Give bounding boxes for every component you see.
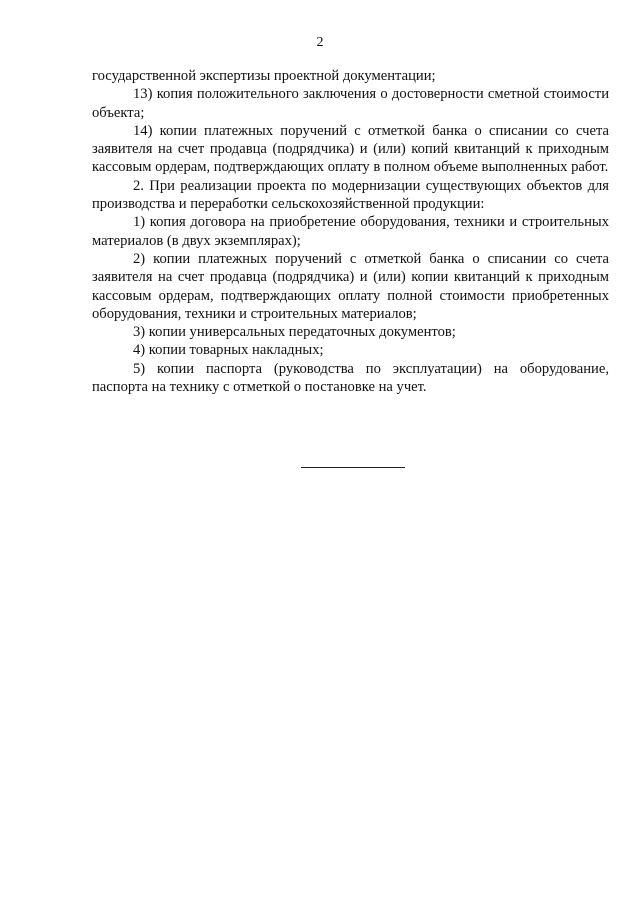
- paragraph-item-13: 13) копия положительного заключения о достоверности сметной стоимости объекта;: [92, 86, 609, 121]
- paragraph-item-4: 4) копии товарных накладных;: [133, 342, 324, 359]
- paragraph-item-3: 3) копии универсальных передаточных документов;: [133, 324, 456, 341]
- paragraph-continuation: государственной экспертизы проектной документации;: [92, 68, 436, 84]
- paragraph-section-2: 2. При реализации проекта по модернизации существующих объектов для производства и переработки сельскохозяйственной продукции:: [92, 177, 609, 213]
- page-number: 2: [316, 35, 324, 50]
- paragraph-item-1: 1) копия договора на приобретение оборудования, техники и строительных материалов (в двух экземплярах);: [92, 214, 609, 249]
- end-of-document-rule: [301, 467, 405, 468]
- paragraph-item-2: 2) копии платежных поручений с отметкой банка о списании со счета заявителя на счет продавца (подрядчика) и (или) копии квитанций к приходным кассовым ордерам, подтверждающих оплату полной стоимости приобретенных оборудования, техники и строительных материалов;: [92, 250, 609, 322]
- document-body: [92, 67, 609, 396]
- paragraph-item-5: 5) копии паспорта (руководства по эксплуатации) на оборудование, паспорта на технику с отметкой о постановке на учет.: [92, 360, 609, 396]
- paragraph-item-14: 14) копии платежных поручений с отметкой банка о списании со счета заявителя на счет продавца (подрядчика) и (или) копий квитанций к приходным кассовым ордерам, подтверждающих оплату в полном объеме выполненных работ.: [92, 122, 609, 176]
